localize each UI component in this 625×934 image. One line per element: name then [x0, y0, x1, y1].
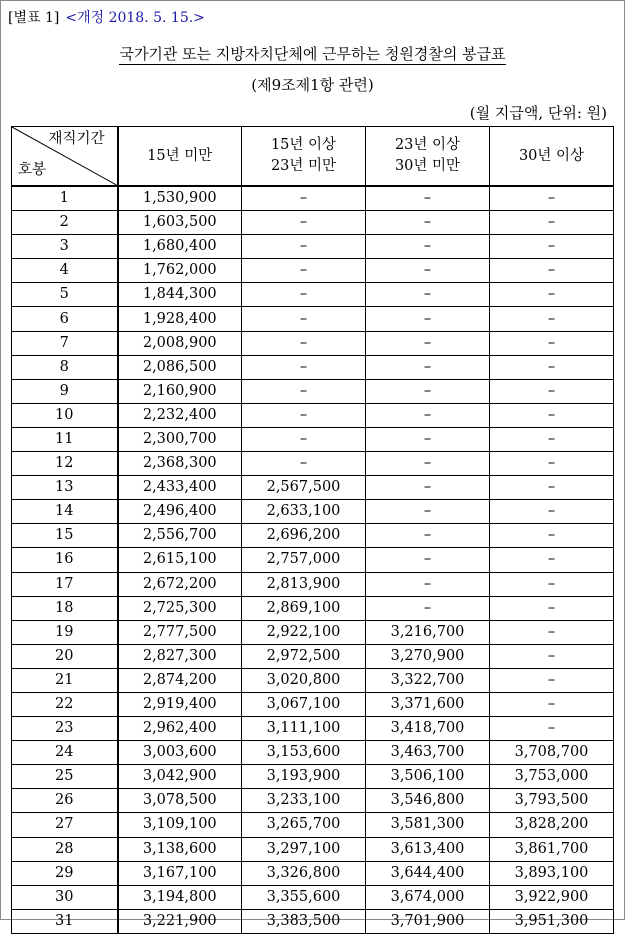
- salary-cell-23-to-30: 3,613,400: [366, 837, 490, 861]
- step-cell: 29: [12, 861, 118, 885]
- salary-cell-under-15: 3,109,100: [118, 813, 242, 837]
- salary-cell-23-to-30: –: [366, 186, 490, 211]
- salary-cell-15-to-23: –: [242, 331, 366, 355]
- step-cell: 18: [12, 596, 118, 620]
- step-cell: 8: [12, 355, 118, 379]
- salary-cell-23-to-30: –: [366, 596, 490, 620]
- salary-cell-30-plus: –: [490, 548, 614, 572]
- corner-bottom-label: 호봉: [18, 162, 47, 178]
- salary-cell-23-to-30: –: [366, 524, 490, 548]
- salary-cell-15-to-23: 3,265,700: [242, 813, 366, 837]
- table-row: [12, 789, 614, 813]
- salary-cell-23-to-30: 3,701,900: [366, 909, 490, 933]
- salary-cell-30-plus: 3,793,500: [490, 789, 614, 813]
- step-cell: 5: [12, 283, 118, 307]
- table-row: [12, 476, 614, 500]
- table-row: [12, 211, 614, 235]
- salary-cell-15-to-23: 2,813,900: [242, 572, 366, 596]
- salary-cell-under-15: 2,300,700: [118, 427, 242, 451]
- salary-cell-30-plus: –: [490, 572, 614, 596]
- table-row: [12, 355, 614, 379]
- annex-label: [별표 1]: [8, 10, 60, 26]
- step-cell: 22: [12, 692, 118, 716]
- salary-cell-under-15: 2,496,400: [118, 500, 242, 524]
- unit-note: (월 지급액, 단위: 원): [469, 104, 607, 122]
- step-cell: 17: [12, 572, 118, 596]
- salary-cell-30-plus: –: [490, 307, 614, 331]
- salary-cell-30-plus: –: [490, 620, 614, 644]
- salary-cell-under-15: 2,672,200: [118, 572, 242, 596]
- salary-cell-23-to-30: –: [366, 211, 490, 235]
- table-row: [12, 668, 614, 692]
- salary-cell-30-plus: –: [490, 596, 614, 620]
- salary-cell-23-to-30: 3,418,700: [366, 717, 490, 741]
- salary-cell-15-to-23: 3,297,100: [242, 837, 366, 861]
- table-row: [12, 307, 614, 331]
- step-cell: 27: [12, 813, 118, 837]
- table-row: [12, 283, 614, 307]
- salary-cell-under-15: 2,725,300: [118, 596, 242, 620]
- salary-cell-15-to-23: 3,020,800: [242, 668, 366, 692]
- salary-cell-30-plus: 3,828,200: [490, 813, 614, 837]
- salary-cell-15-to-23: –: [242, 259, 366, 283]
- step-cell: 9: [12, 379, 118, 403]
- salary-cell-15-to-23: 3,193,900: [242, 765, 366, 789]
- salary-cell-30-plus: –: [490, 644, 614, 668]
- salary-cell-23-to-30: 3,322,700: [366, 668, 490, 692]
- salary-cell-15-to-23: 3,067,100: [242, 692, 366, 716]
- salary-cell-under-15: 1,530,900: [118, 186, 242, 211]
- salary-cell-23-to-30: 3,270,900: [366, 644, 490, 668]
- table-row: [12, 813, 614, 837]
- salary-cell-15-to-23: –: [242, 403, 366, 427]
- salary-cell-under-15: 1,928,400: [118, 307, 242, 331]
- salary-cell-15-to-23: –: [242, 379, 366, 403]
- salary-cell-23-to-30: –: [366, 500, 490, 524]
- table-row: [12, 403, 614, 427]
- step-cell: 15: [12, 524, 118, 548]
- table-row: [12, 427, 614, 451]
- salary-cell-30-plus: –: [490, 500, 614, 524]
- step-cell: 25: [12, 765, 118, 789]
- salary-cell-30-plus: –: [490, 211, 614, 235]
- corner-top-label: 재직기간: [48, 131, 105, 147]
- salary-cell-under-15: 3,167,100: [118, 861, 242, 885]
- salary-cell-23-to-30: 3,644,400: [366, 861, 490, 885]
- column-header-15-to-23: [242, 127, 366, 187]
- salary-cell-15-to-23: –: [242, 427, 366, 451]
- salary-cell-15-to-23: 3,233,100: [242, 789, 366, 813]
- step-cell: 26: [12, 789, 118, 813]
- salary-cell-23-to-30: –: [366, 452, 490, 476]
- salary-cell-30-plus: –: [490, 717, 614, 741]
- salary-cell-under-15: 2,008,900: [118, 331, 242, 355]
- salary-cell-under-15: 3,194,800: [118, 885, 242, 909]
- salary-cell-23-to-30: 3,546,800: [366, 789, 490, 813]
- table-row: [12, 644, 614, 668]
- table-row: [12, 235, 614, 259]
- salary-cell-15-to-23: 2,567,500: [242, 476, 366, 500]
- step-cell: 28: [12, 837, 118, 861]
- step-cell: 21: [12, 668, 118, 692]
- salary-cell-15-to-23: 2,633,100: [242, 500, 366, 524]
- salary-cell-15-to-23: –: [242, 452, 366, 476]
- salary-cell-under-15: 2,827,300: [118, 644, 242, 668]
- salary-cell-15-to-23: –: [242, 355, 366, 379]
- table-row: [12, 837, 614, 861]
- table-row: [12, 717, 614, 741]
- table-row: [12, 572, 614, 596]
- salary-cell-23-to-30: 3,581,300: [366, 813, 490, 837]
- salary-cell-30-plus: –: [490, 331, 614, 355]
- salary-cell-15-to-23: 3,153,600: [242, 741, 366, 765]
- salary-cell-under-15: 1,762,000: [118, 259, 242, 283]
- salary-cell-under-15: 2,556,700: [118, 524, 242, 548]
- table-row: [12, 186, 614, 211]
- table-row: [12, 259, 614, 283]
- salary-cell-23-to-30: –: [366, 235, 490, 259]
- salary-cell-23-to-30: –: [366, 379, 490, 403]
- salary-cell-23-to-30: 3,463,700: [366, 741, 490, 765]
- revision-note: <개정 2018. 5. 15.>: [65, 10, 205, 26]
- table-row: [12, 620, 614, 644]
- table-row: [12, 741, 614, 765]
- salary-cell-under-15: 2,160,900: [118, 379, 242, 403]
- salary-cell-under-15: 2,962,400: [118, 717, 242, 741]
- step-cell: 4: [12, 259, 118, 283]
- table-row: [12, 379, 614, 403]
- column-header-line1: 30년 이상: [518, 147, 585, 164]
- column-header-under-15: [118, 127, 242, 187]
- salary-cell-15-to-23: 3,326,800: [242, 861, 366, 885]
- salary-cell-23-to-30: –: [366, 427, 490, 451]
- column-header-line1: 15년 이상: [270, 137, 337, 153]
- column-header-line2: 30년 미만: [394, 158, 461, 174]
- salary-cell-under-15: 2,232,400: [118, 403, 242, 427]
- salary-cell-23-to-30: 3,371,600: [366, 692, 490, 716]
- salary-cell-23-to-30: –: [366, 331, 490, 355]
- salary-cell-under-15: 2,368,300: [118, 452, 242, 476]
- salary-cell-under-15: 1,680,400: [118, 235, 242, 259]
- step-cell: 23: [12, 717, 118, 741]
- column-header-line1: 15년 미만: [147, 147, 213, 164]
- salary-cell-15-to-23: –: [242, 186, 366, 211]
- salary-cell-23-to-30: –: [366, 355, 490, 379]
- step-cell: 12: [12, 452, 118, 476]
- salary-cell-under-15: 2,874,200: [118, 668, 242, 692]
- salary-cell-under-15: 2,777,500: [118, 620, 242, 644]
- salary-cell-under-15: 3,078,500: [118, 789, 242, 813]
- salary-cell-23-to-30: –: [366, 548, 490, 572]
- step-cell: 14: [12, 500, 118, 524]
- step-cell: 31: [12, 909, 118, 933]
- salary-cell-30-plus: –: [490, 668, 614, 692]
- salary-cell-under-15: 2,615,100: [118, 548, 242, 572]
- salary-table: [11, 126, 614, 934]
- salary-cell-30-plus: 3,708,700: [490, 741, 614, 765]
- step-cell: 10: [12, 403, 118, 427]
- table-row: [12, 596, 614, 620]
- step-cell: 16: [12, 548, 118, 572]
- step-cell: 7: [12, 331, 118, 355]
- step-cell: 11: [12, 427, 118, 451]
- salary-cell-15-to-23: –: [242, 307, 366, 331]
- table-row: [12, 452, 614, 476]
- step-cell: 20: [12, 644, 118, 668]
- salary-cell-under-15: 2,919,400: [118, 692, 242, 716]
- table-row: [12, 500, 614, 524]
- salary-cell-under-15: 2,086,500: [118, 355, 242, 379]
- salary-cell-23-to-30: –: [366, 307, 490, 331]
- salary-cell-30-plus: –: [490, 283, 614, 307]
- salary-cell-30-plus: 3,753,000: [490, 765, 614, 789]
- salary-cell-under-15: 3,042,900: [118, 765, 242, 789]
- salary-cell-30-plus: –: [490, 379, 614, 403]
- salary-cell-under-15: 3,138,600: [118, 837, 242, 861]
- salary-cell-15-to-23: 2,696,200: [242, 524, 366, 548]
- column-header-line2: 23년 미만: [270, 158, 337, 174]
- table-row: [12, 861, 614, 885]
- salary-cell-15-to-23: 3,383,500: [242, 909, 366, 933]
- salary-cell-30-plus: –: [490, 476, 614, 500]
- salary-cell-30-plus: 3,922,900: [490, 885, 614, 909]
- annex-header: [8, 7, 205, 27]
- salary-cell-23-to-30: 3,506,100: [366, 765, 490, 789]
- column-header-line1: 23년 이상: [394, 137, 461, 153]
- salary-cell-15-to-23: 2,869,100: [242, 596, 366, 620]
- salary-cell-23-to-30: –: [366, 283, 490, 307]
- table-row: [12, 885, 614, 909]
- salary-cell-23-to-30: –: [366, 259, 490, 283]
- corner-header-cell: [12, 127, 118, 187]
- salary-cell-under-15: 2,433,400: [118, 476, 242, 500]
- table-row: [12, 524, 614, 548]
- salary-cell-30-plus: –: [490, 259, 614, 283]
- salary-table-header: [12, 127, 614, 187]
- salary-cell-30-plus: –: [490, 692, 614, 716]
- step-cell: 24: [12, 741, 118, 765]
- step-cell: 30: [12, 885, 118, 909]
- salary-cell-23-to-30: 3,216,700: [366, 620, 490, 644]
- salary-cell-23-to-30: 3,674,000: [366, 885, 490, 909]
- step-cell: 13: [12, 476, 118, 500]
- salary-cell-under-15: 3,221,900: [118, 909, 242, 933]
- salary-cell-15-to-23: –: [242, 283, 366, 307]
- salary-cell-under-15: 1,603,500: [118, 211, 242, 235]
- table-row: [12, 765, 614, 789]
- salary-cell-30-plus: –: [490, 403, 614, 427]
- salary-cell-23-to-30: –: [366, 403, 490, 427]
- salary-cell-15-to-23: 2,757,000: [242, 548, 366, 572]
- step-cell: 2: [12, 211, 118, 235]
- step-cell: 19: [12, 620, 118, 644]
- step-cell: 6: [12, 307, 118, 331]
- salary-cell-30-plus: –: [490, 235, 614, 259]
- salary-cell-30-plus: 3,893,100: [490, 861, 614, 885]
- salary-cell-23-to-30: –: [366, 572, 490, 596]
- salary-table-body: [12, 186, 614, 933]
- table-row: [12, 548, 614, 572]
- salary-cell-30-plus: –: [490, 427, 614, 451]
- salary-cell-30-plus: –: [490, 355, 614, 379]
- table-row: [12, 692, 614, 716]
- step-cell: 1: [12, 186, 118, 211]
- page-title: [0, 43, 625, 64]
- page-title-text: 국가기관 또는 지방자치단체에 근무하는 청원경찰의 봉급표: [119, 45, 506, 63]
- table-row: [12, 331, 614, 355]
- salary-cell-30-plus: –: [490, 452, 614, 476]
- salary-cell-30-plus: 3,861,700: [490, 837, 614, 861]
- salary-cell-15-to-23: –: [242, 235, 366, 259]
- salary-cell-15-to-23: 2,972,500: [242, 644, 366, 668]
- salary-cell-15-to-23: 3,111,100: [242, 717, 366, 741]
- table-row: [12, 909, 614, 933]
- salary-cell-under-15: 1,844,300: [118, 283, 242, 307]
- salary-cell-30-plus: –: [490, 524, 614, 548]
- salary-cell-30-plus: 3,951,300: [490, 909, 614, 933]
- salary-cell-15-to-23: 2,922,100: [242, 620, 366, 644]
- salary-cell-30-plus: –: [490, 186, 614, 211]
- salary-cell-under-15: 3,003,600: [118, 741, 242, 765]
- page-subtitle: (제9조제1항 관련): [251, 76, 374, 94]
- header-row: [12, 127, 614, 187]
- salary-cell-15-to-23: 3,355,600: [242, 885, 366, 909]
- column-header-30-plus: [490, 127, 614, 187]
- salary-cell-15-to-23: –: [242, 211, 366, 235]
- step-cell: 3: [12, 235, 118, 259]
- salary-cell-23-to-30: –: [366, 476, 490, 500]
- column-header-23-to-30: [366, 127, 490, 187]
